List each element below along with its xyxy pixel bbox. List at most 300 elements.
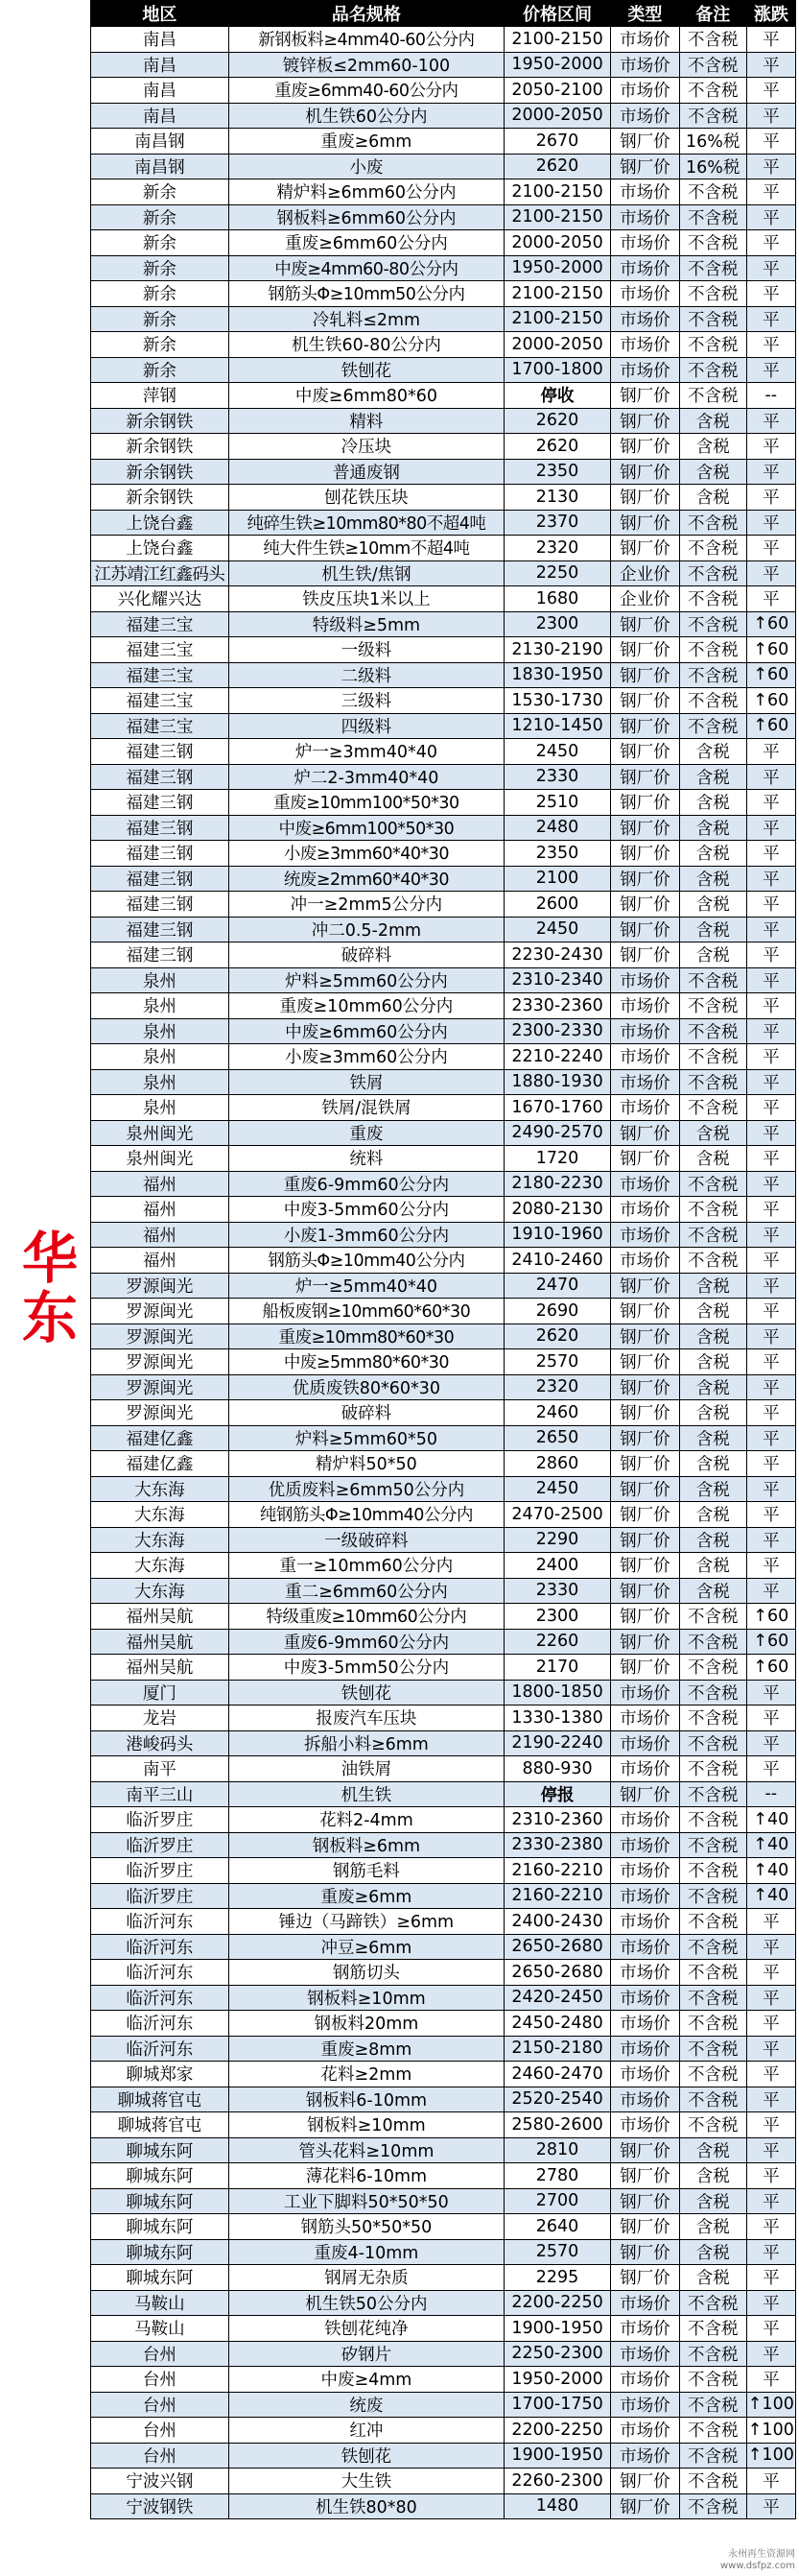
cell-remark: 不含税 [679, 1909, 746, 1935]
cell-region: 南昌钢 [91, 154, 229, 179]
cell-remark: 不含税 [679, 2443, 746, 2469]
cell-price-range: 2250-2300 [505, 2341, 611, 2367]
table-row [91, 2443, 796, 2469]
cell-type: 钢厂价 [610, 1629, 679, 1655]
table-row [91, 1629, 796, 1655]
cell-change: 平 [746, 1349, 795, 1375]
table-row [91, 1095, 796, 1121]
table-row [91, 2137, 796, 2163]
cell-product-spec: 钢板料6-10mm [228, 2087, 504, 2112]
cell-region: 临沂罗庄 [91, 1807, 229, 1833]
cell-product-spec: 冲豆≥6mm [228, 1934, 504, 1960]
cell-region: 南昌 [91, 103, 229, 129]
cell-product-spec: 镀锌板≤2mm60-100 [228, 52, 504, 78]
cell-price-range: 2620 [505, 434, 611, 460]
watermark-line: 永州再生资源网 [728, 2549, 795, 2560]
cell-type: 市场价 [610, 1222, 679, 1248]
cell-price-range: 1530-1730 [505, 688, 611, 714]
cell-price-range: 2620 [505, 154, 611, 179]
cell-change: ↑100 [746, 2392, 795, 2418]
table-row [91, 2112, 796, 2138]
cell-price-range: 2410-2460 [505, 1248, 611, 1274]
cell-price-range: 2350 [505, 841, 611, 867]
cell-change: 平 [746, 408, 795, 434]
cell-type: 钢厂价 [610, 739, 679, 765]
cell-product-spec: 中废3-5mm50公分内 [228, 1655, 504, 1681]
table-row [91, 1146, 796, 1172]
table-row [91, 52, 796, 78]
cell-region: 大东海 [91, 1578, 229, 1604]
table-row [91, 942, 796, 968]
cell-price-range: 2260 [505, 1629, 611, 1655]
cell-price-range: 2300-2330 [505, 1018, 611, 1044]
cell-price-range: 1900-1950 [505, 2316, 611, 2342]
table-row [91, 1069, 796, 1095]
cell-change: 平 [746, 510, 795, 536]
cell-region: 福州吴航 [91, 1604, 229, 1630]
cell-product-spec: 中废≥4mm [228, 2367, 504, 2393]
cell-type: 钢厂价 [610, 1299, 679, 1324]
cell-remark: 不含税 [679, 383, 746, 409]
cell-type: 钢厂价 [610, 1120, 679, 1146]
table-row [91, 1374, 796, 1400]
cell-change: 平 [746, 917, 795, 942]
cell-product-spec: 纯大件生铁≥10mm不超4吨 [228, 536, 504, 561]
cell-product-spec: 统废≥2mm60*40*30 [228, 866, 504, 892]
cell-region: 临沂罗庄 [91, 1832, 229, 1858]
table-row [91, 1781, 796, 1807]
cell-change: 平 [746, 1146, 795, 1172]
cell-price-range: 2330-2380 [505, 1832, 611, 1858]
cell-type: 钢厂价 [610, 2265, 679, 2291]
table-row [91, 281, 796, 307]
cell-price-range: 2310-2360 [505, 1807, 611, 1833]
cell-product-spec: 油铁屑 [228, 1756, 504, 1782]
table-row [91, 1578, 796, 1604]
cell-change: 平 [746, 841, 795, 867]
cell-product-spec: 一级料 [228, 637, 504, 663]
cell-product-spec: 重废≥6mm40-60公分内 [228, 78, 504, 104]
table-row [91, 459, 796, 485]
cell-price-range: 2190-2240 [505, 1730, 611, 1756]
cell-price-range: 2100-2150 [505, 179, 611, 205]
cell-region: 泉州 [91, 967, 229, 993]
cell-change: ↑60 [746, 1629, 795, 1655]
cell-type: 钢厂价 [610, 383, 679, 409]
cell-price-range: 2080-2130 [505, 1197, 611, 1223]
cell-price-range: 停报 [505, 1781, 611, 1807]
cell-remark: 含税 [679, 2137, 746, 2163]
cell-price-range: 1720 [505, 1146, 611, 1172]
cell-price-range: 2570 [505, 1349, 611, 1375]
cell-change: 平 [746, 2469, 795, 2494]
cell-product-spec: 炉一≥3mm40*40 [228, 739, 504, 765]
cell-change: 平 [746, 1069, 795, 1095]
cell-remark: 16%税 [679, 154, 746, 179]
cell-product-spec: 机生铁80*80 [228, 2493, 504, 2519]
cell-type: 市场价 [610, 2418, 679, 2444]
cell-price-range: 2450 [505, 917, 611, 942]
table-row [91, 1960, 796, 1986]
cell-region: 福建三宝 [91, 611, 229, 637]
table-row [91, 1705, 796, 1731]
cell-product-spec: 炉料≥5mm60*50 [228, 1425, 504, 1451]
cell-price-range: 2295 [505, 2265, 611, 2291]
cell-remark: 不含税 [679, 1069, 746, 1095]
cell-change: 平 [746, 129, 795, 155]
table-header-row [91, 1, 796, 27]
cell-remark: 不含税 [679, 662, 746, 688]
cell-type: 市场价 [610, 1934, 679, 1960]
cell-product-spec: 矽钢片 [228, 2341, 504, 2367]
cell-product-spec: 工业下脚料50*50*50 [228, 2188, 504, 2214]
cell-region: 新余钢铁 [91, 485, 229, 511]
cell-remark: 不含税 [679, 611, 746, 637]
cell-type: 市场价 [610, 179, 679, 205]
cell-change: 平 [746, 434, 795, 460]
cell-product-spec: 锤边（马蹄铁）≥6mm [228, 1909, 504, 1935]
table-row [91, 892, 796, 918]
cell-change: 平 [746, 2163, 795, 2189]
cell-region: 泉州 [91, 1044, 229, 1070]
cell-type: 钢厂价 [610, 942, 679, 968]
cell-region: 福建三钢 [91, 764, 229, 790]
cell-price-range: 1700-1750 [505, 2392, 611, 2418]
cell-remark: 不含税 [679, 2341, 746, 2367]
cell-region: 台州 [91, 2392, 229, 2418]
cell-price-range: 2650-2680 [505, 1960, 611, 1986]
cell-remark: 含税 [679, 434, 746, 460]
cell-product-spec: 普通废钢 [228, 459, 504, 485]
cell-type: 钢厂价 [610, 815, 679, 841]
cell-type: 钢厂价 [610, 434, 679, 460]
cell-product-spec: 机生铁 [228, 1781, 504, 1807]
cell-region: 新余钢铁 [91, 459, 229, 485]
cell-type: 钢厂价 [610, 1578, 679, 1604]
cell-remark: 含税 [679, 1349, 746, 1375]
table-row [91, 1273, 796, 1299]
cell-product-spec: 重废6-9mm60公分内 [228, 1171, 504, 1197]
cell-region: 福建三钢 [91, 790, 229, 816]
cell-product-spec: 机生铁60-80公分内 [228, 332, 504, 358]
cell-remark: 含税 [679, 739, 746, 765]
cell-change: 平 [746, 1324, 795, 1349]
header-price-range: 价格区间 [505, 1, 611, 27]
cell-change: 平 [746, 1425, 795, 1451]
table-row [91, 688, 796, 714]
table-row [91, 383, 796, 409]
table-row [91, 586, 796, 612]
cell-change: ↑40 [746, 1807, 795, 1833]
cell-change: 平 [746, 764, 795, 790]
cell-remark: 不含税 [679, 1095, 746, 1121]
cell-type: 钢厂价 [610, 1400, 679, 1426]
cell-price-range: 2160-2210 [505, 1858, 611, 1884]
cell-region: 南昌 [91, 78, 229, 104]
cell-remark: 不含税 [679, 586, 746, 612]
cell-remark: 含税 [679, 764, 746, 790]
cell-price-range: 2650 [505, 1425, 611, 1451]
cell-type: 钢厂价 [610, 1781, 679, 1807]
cell-type: 市场价 [610, 52, 679, 78]
cell-change: ↑60 [746, 713, 795, 739]
table-row [91, 2493, 796, 2519]
cell-type: 钢厂价 [610, 408, 679, 434]
cell-change: 平 [746, 1273, 795, 1299]
cell-remark: 不含税 [679, 27, 746, 53]
cell-product-spec: 重一≥10mm60公分内 [228, 1553, 504, 1579]
cell-type: 钢厂价 [610, 2469, 679, 2494]
cell-product-spec: 机生铁/焦钢 [228, 561, 504, 586]
cell-product-spec: 纯碎生铁≥10mm80*80不超4吨 [228, 510, 504, 536]
cell-price-range: 2160-2210 [505, 1883, 611, 1909]
cell-region: 聊城东阿 [91, 2214, 229, 2240]
cell-type: 市场价 [610, 1756, 679, 1782]
cell-price-range: 2330 [505, 764, 611, 790]
cell-region: 聊城蒋官屯 [91, 2087, 229, 2112]
cell-product-spec: 机生铁60公分内 [228, 103, 504, 129]
cell-type: 钢厂价 [610, 2163, 679, 2189]
cell-region: 台州 [91, 2367, 229, 2393]
cell-price-range: 2130-2190 [505, 637, 611, 663]
cell-type: 市场价 [610, 1832, 679, 1858]
table-row [91, 2469, 796, 2494]
cell-change: 平 [746, 2290, 795, 2316]
cell-type: 钢厂价 [610, 485, 679, 511]
cell-remark: 不含税 [679, 2011, 746, 2037]
cell-price-range: 2670 [505, 129, 611, 155]
cell-product-spec: 重废 [228, 1120, 504, 1146]
cell-price-range: 2100-2150 [505, 204, 611, 230]
cell-product-spec: 铁屑 [228, 1069, 504, 1095]
cell-change: 平 [746, 1680, 795, 1705]
cell-region: 福建三钢 [91, 892, 229, 918]
cell-remark: 含税 [679, 1451, 746, 1477]
cell-remark: 不含税 [679, 332, 746, 358]
cell-price-range: 2780 [505, 2163, 611, 2189]
cell-price-range: 2250 [505, 561, 611, 586]
cell-change: 平 [746, 2239, 795, 2265]
cell-product-spec: 新钢板料≥4mm40-60公分内 [228, 27, 504, 53]
cell-change: 平 [746, 204, 795, 230]
cell-type: 钢厂价 [610, 866, 679, 892]
cell-type: 钢厂价 [610, 892, 679, 918]
cell-product-spec: 炉二2-3mm40*40 [228, 764, 504, 790]
cell-type: 钢厂价 [610, 1502, 679, 1528]
cell-product-spec: 铁刨花纯净 [228, 2316, 504, 2342]
cell-type: 钢厂价 [610, 688, 679, 714]
cell-change: ↑100 [746, 2418, 795, 2444]
cell-price-range: 2100-2150 [505, 281, 611, 307]
cell-remark: 不含税 [679, 2367, 746, 2393]
table-row [91, 332, 796, 358]
cell-change: 平 [746, 2011, 795, 2037]
cell-change: 平 [746, 1909, 795, 1935]
cell-product-spec: 破碎料 [228, 1400, 504, 1426]
cell-region: 临沂河东 [91, 1934, 229, 1960]
cell-type: 钢厂价 [610, 2137, 679, 2163]
cell-region: 台州 [91, 2443, 229, 2469]
cell-change: ↑60 [746, 1655, 795, 1681]
cell-remark: 不含税 [679, 967, 746, 993]
cell-product-spec: 重废≥6mm [228, 129, 504, 155]
cell-product-spec: 中废≥6mm80*60 [228, 383, 504, 409]
table-row [91, 1171, 796, 1197]
cell-type: 市场价 [610, 1985, 679, 2011]
cell-product-spec: 统料 [228, 1146, 504, 1172]
cell-region: 福州 [91, 1171, 229, 1197]
cell-type: 市场价 [610, 2367, 679, 2393]
cell-change: ↑60 [746, 662, 795, 688]
cell-type: 市场价 [610, 1018, 679, 1044]
cell-type: 市场价 [610, 1730, 679, 1756]
cell-region: 福州 [91, 1222, 229, 1248]
cell-remark: 含税 [679, 841, 746, 867]
cell-product-spec: 大生铁 [228, 2469, 504, 2494]
cell-price-range: 1900-1950 [505, 2443, 611, 2469]
cell-change: 平 [746, 536, 795, 561]
cell-remark: 不含税 [679, 2469, 746, 2494]
cell-type: 钢厂价 [610, 1655, 679, 1681]
cell-price-range: 2650-2680 [505, 1934, 611, 1960]
table-row [91, 1476, 796, 1502]
cell-price-range: 2400-2430 [505, 1909, 611, 1935]
table-row [91, 1425, 796, 1451]
cell-region: 新余 [91, 179, 229, 205]
cell-region: 聊城东阿 [91, 2265, 229, 2291]
cell-type: 市场价 [610, 1960, 679, 1986]
cell-remark: 不含税 [679, 561, 746, 586]
cell-product-spec: 炉一≥5mm40*40 [228, 1273, 504, 1299]
cell-region: 台州 [91, 2418, 229, 2444]
cell-type: 市场价 [610, 1248, 679, 1274]
cell-product-spec: 钢筋毛料 [228, 1858, 504, 1884]
cell-remark: 含税 [679, 485, 746, 511]
table-row [91, 129, 796, 155]
cell-region: 港峻码头 [91, 1730, 229, 1756]
cell-price-range: 2130 [505, 485, 611, 511]
cell-remark: 不含税 [679, 78, 746, 104]
cell-change: 平 [746, 2214, 795, 2240]
cell-region: 福建三钢 [91, 866, 229, 892]
cell-change: ↑40 [746, 1883, 795, 1909]
table-row [91, 2087, 796, 2112]
table-row [91, 2163, 796, 2189]
cell-region: 马鞍山 [91, 2290, 229, 2316]
cell-price-range: 2620 [505, 1324, 611, 1349]
cell-type: 市场价 [610, 230, 679, 256]
cell-product-spec: 冷压块 [228, 434, 504, 460]
cell-price-range: 2460-2470 [505, 2062, 611, 2087]
table-row [91, 1985, 796, 2011]
cell-region: 泉州 [91, 1018, 229, 1044]
cell-region: 福建三钢 [91, 841, 229, 867]
cell-change: 平 [746, 739, 795, 765]
cell-price-range: 停收 [505, 383, 611, 409]
cell-remark: 不含税 [679, 1222, 746, 1248]
cell-remark: 不含税 [679, 1680, 746, 1705]
cell-product-spec: 一级破碎料 [228, 1527, 504, 1553]
cell-remark: 不含税 [679, 713, 746, 739]
cell-price-range: 2200-2250 [505, 2418, 611, 2444]
table-row [91, 1807, 796, 1833]
cell-change: 平 [746, 103, 795, 129]
cell-change: 平 [746, 2087, 795, 2112]
cell-remark: 不含税 [679, 2112, 746, 2138]
cell-price-range: 2320 [505, 1374, 611, 1400]
header-region: 地区 [91, 1, 229, 27]
cell-region: 福建三宝 [91, 637, 229, 663]
cell-change: 平 [746, 2341, 795, 2367]
cell-product-spec: 钢板料20mm [228, 2011, 504, 2037]
cell-region: 泉州 [91, 1069, 229, 1095]
cell-product-spec: 重废6-9mm60公分内 [228, 1629, 504, 1655]
table-row [91, 2239, 796, 2265]
cell-region: 聊城东阿 [91, 2137, 229, 2163]
cell-product-spec: 小废 [228, 154, 504, 179]
cell-type: 钢厂价 [610, 1273, 679, 1299]
cell-change: 平 [746, 1934, 795, 1960]
cell-price-range: 2640 [505, 2214, 611, 2240]
cell-type: 市场价 [610, 2392, 679, 2418]
cell-product-spec: 钢板料≥10mm [228, 2112, 504, 2138]
cell-type: 市场价 [610, 967, 679, 993]
cell-type: 钢厂价 [610, 1146, 679, 1172]
watermark-line: www.dsfpz.com [719, 2561, 795, 2571]
cell-region: 福州吴航 [91, 1655, 229, 1681]
cell-change: 平 [746, 892, 795, 918]
cell-price-range: 1700-1800 [505, 357, 611, 383]
cell-region: 聊城蒋官屯 [91, 2112, 229, 2138]
cell-type: 市场价 [610, 2316, 679, 2342]
cell-type: 钢厂价 [610, 1553, 679, 1579]
cell-price-range: 2480 [505, 815, 611, 841]
cell-remark: 含税 [679, 1553, 746, 1579]
cell-change: 平 [746, 255, 795, 281]
cell-price-range: 2370 [505, 510, 611, 536]
cell-region: 福建三宝 [91, 713, 229, 739]
cell-product-spec: 四级料 [228, 713, 504, 739]
cell-type: 钢厂价 [610, 790, 679, 816]
cell-price-range: 2300 [505, 611, 611, 637]
cell-remark: 不含税 [679, 688, 746, 714]
cell-region: 新余 [91, 332, 229, 358]
table-row [91, 2392, 796, 2418]
cell-change: 平 [746, 942, 795, 968]
cell-region: 泉州闽光 [91, 1120, 229, 1146]
cell-type: 钢厂价 [610, 1527, 679, 1553]
cell-price-range: 2100 [505, 866, 611, 892]
cell-product-spec: 钢筋头Φ≥10mm50公分内 [228, 281, 504, 307]
cell-change: 平 [746, 1044, 795, 1070]
cell-region: 新余 [91, 281, 229, 307]
cell-price-range: 1480 [505, 2493, 611, 2519]
table-body [91, 27, 796, 2519]
header-type: 类型 [610, 1, 679, 27]
cell-remark: 16%税 [679, 129, 746, 155]
cell-region: 罗源闽光 [91, 1400, 229, 1426]
cell-product-spec: 花料2-4mm [228, 1807, 504, 1833]
cell-product-spec: 重废≥6mm [228, 1883, 504, 1909]
cell-remark: 含税 [679, 866, 746, 892]
cell-product-spec: 中废≥4mm60-80公分内 [228, 255, 504, 281]
cell-region: 福建三宝 [91, 662, 229, 688]
cell-remark: 不含税 [679, 52, 746, 78]
cell-product-spec: 铁皮压块1米以上 [228, 586, 504, 612]
cell-product-spec: 精炉料50*50 [228, 1451, 504, 1477]
cell-change: 平 [746, 1171, 795, 1197]
cell-product-spec: 钢筋头50*50*50 [228, 2214, 504, 2240]
